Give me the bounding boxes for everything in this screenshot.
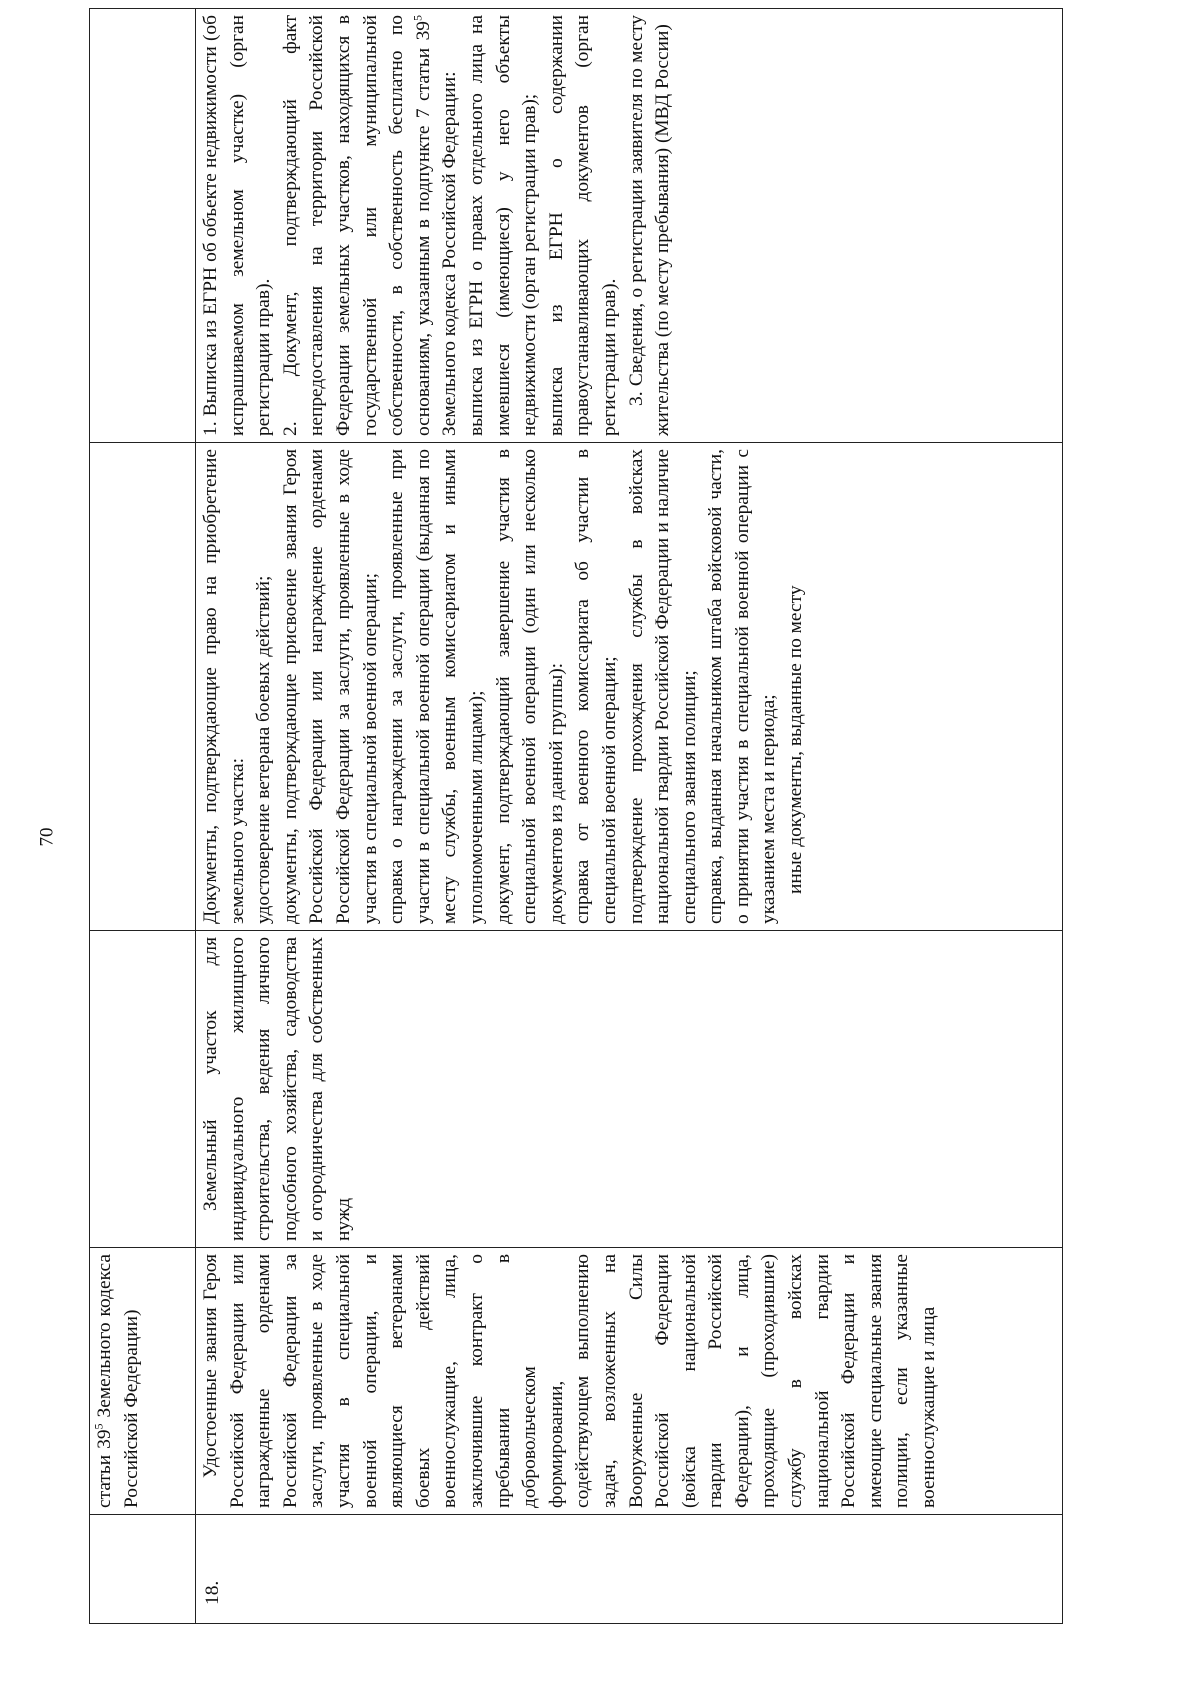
- doc-line-last: иные документы, выданные по месту: [785, 585, 807, 894]
- applicant-cell-continuation: [90, 1248, 196, 1515]
- required-documents: [196, 443, 1063, 931]
- table-row: [196, 9, 1063, 1624]
- interagency-requests: [196, 9, 1063, 443]
- doc-line: справка от военного комиссариата об участии в специальной военной операции;: [572, 449, 620, 924]
- row-number: 18.: [196, 1515, 1063, 1624]
- interagency-item-1: 1. Выписка из ЕГРН об объекте недвижимости (об испрашиваемом земельном участке) (орган регистрации прав).: [200, 15, 275, 436]
- page-number: 70: [36, 827, 58, 847]
- interagency-sub-1: выписка из ЕГРН о правах отдельного лица на имевшиеся (имеющиеся) у него объекты недвижимости (орган регистрации прав);: [465, 15, 541, 436]
- interagency-sub-2: выписка из ЕГРН о содержании правоустанавливающих документов (орган регистрации прав).: [545, 15, 620, 436]
- doc-line: подтверждение прохождения службы в войсках национальной гвардии Российской Федерации и наличие специального звания полиции;: [625, 449, 700, 924]
- rotated-table-container: [89, 15, 1059, 1624]
- land-plot-purpose: [196, 931, 1063, 1248]
- article-ref-sup: 5: [91, 1423, 106, 1430]
- interagency-cell-empty: [90, 9, 196, 443]
- article-ref-a: статьи 39: [94, 1429, 115, 1508]
- land-plot-text: Земельный участок для индивидуального жилищного строительства, ведения личного подсобного хозяйства, садоводства и огородничества для собственных нужд: [200, 937, 354, 1241]
- number-cell-empty: [90, 1515, 196, 1624]
- doc-line: справка, выданная начальником штаба войсковой части, о принятии участия в специальной военной операции с указанием места и периода;: [705, 449, 780, 924]
- interagency-item-2-text-b: Земельного кодекса Российской Федерации:: [439, 71, 461, 436]
- applicant-category: [196, 1248, 1063, 1515]
- documents-cell-empty: [90, 443, 196, 931]
- applicant-text: Удостоенные звания Героя Российской Федерации или награжденные орденами Российской Федерации за заслуги, проявленные в ходе участия в специальной военной операции, и являющиеся ветеранами боевых действий военнослужащие, лица, заключившие контракт о пребывании в добровольческом формировании, содействующем выполнению задач, возложенных на Вооруженные Силы Российской Федерации (войска национальной гвардии Российской Федерации), и лица, проходящие (проходившие) службу в войсках национальной гвардии Российской Федерации и имеющие специальные звания полиции, если указанные военнослужащие и лица: [200, 1254, 940, 1508]
- land-plot-cell-empty: [90, 931, 196, 1248]
- doc-line: документы, подтверждающие присвоение звания Героя Российской Федерации или награждение орденами Российской Федерации за заслуги, проявленные в ходе участия в специальной военной операции;: [279, 449, 381, 924]
- interagency-item-2-sup: 5: [410, 15, 425, 21]
- doc-line: документ, подтверждающий завершение участия в специальной военной операции (один или несколько документов из данной группы):: [492, 449, 567, 924]
- doc-line: удостоверение ветерана боевых действий;: [253, 575, 275, 924]
- interagency-item-3: 3. Сведения, о регистрации заявителя по месту жительства (по месту пребывания) (МВД России): [625, 15, 674, 436]
- doc-line: справка о награждении за заслуги, проявленные при участии в специальной военной операции (выданная по месту службы, военным комиссариатом и иными уполномоченными лицами);: [386, 449, 487, 924]
- land-allocation-table: [89, 8, 1063, 1624]
- article-ref-b: Земельного кодекса Российской Федерации): [94, 1254, 142, 1508]
- interagency-item-2: [278, 15, 464, 436]
- interagency-item-2-text: 2. Документ, подтверждающий факт непредоставления на территории Российской Федерации земельных участков, находящихся в государственной или муниципальной собственности, в собственность бесплатно по основаниям, указанным в подпункте 7 статьи 39: [279, 15, 434, 436]
- doc-line: Документы, подтверждающие право на приобретение земельного участка:: [200, 449, 248, 924]
- table-row: [90, 9, 196, 1624]
